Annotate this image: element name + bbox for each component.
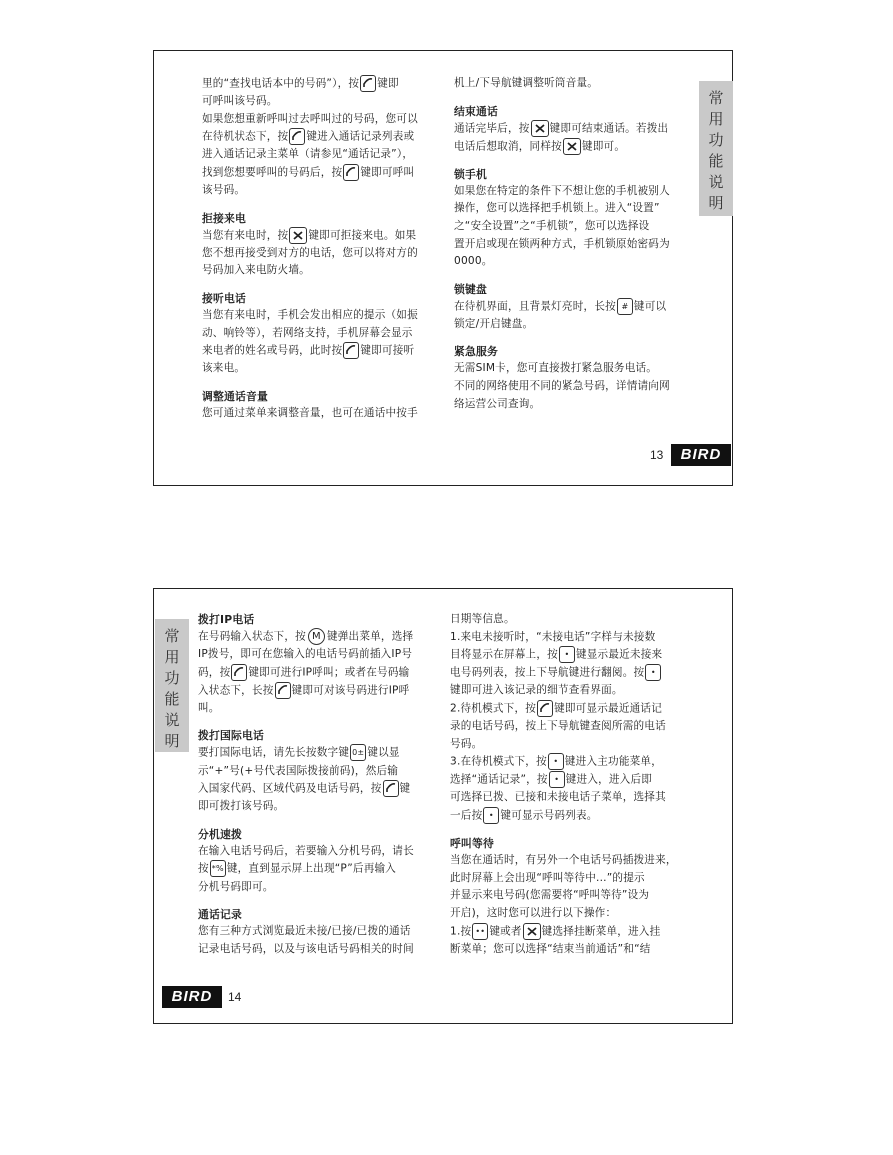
section-heading-emergency: 紧急服务 bbox=[454, 345, 498, 359]
manual-page-13 bbox=[153, 50, 733, 486]
call-key-icon bbox=[275, 682, 291, 699]
chapter-tab: 常 用 功 能 说 明 bbox=[155, 619, 189, 752]
end-key-icon bbox=[289, 227, 307, 244]
right-column: 日期等信息。 1.来电未接听时，“未接电话”字样与未接数 目将显示在屏幕上，按 • 键显示最近未接来 电号码列表，按上下导航键进行翻阅。按 • 键即可进入该记录的细节查看界面。 2.待机模式下，按 键即可显示最近通话记 录的电话号码，按上下导航键查阅所需的电话 号码。 3.在待机模式下，按 • 键进入主功能菜单， 选择“通话记录”，按 • 键进入，进入后即 可选择已拨、已接和未接电话子菜单，选择其 一后按 • 键可显示号码列表。 呼叫等待 当您在通话时，有另外一个电话号码插拨进来， 此时屏幕上会出现“呼叫等待中...”的提示 并显示来电号码(您需要将“呼叫等待”设为 开启)，这时您可以进行以下操作： 1.按 •• 键或者 键选择挂断菜单，进入挂 断菜单；您可以选择“结束当前通话”和“结 bbox=[450, 611, 690, 958]
section-heading-adjust-volume: 调整通话音量 bbox=[202, 389, 268, 403]
page-number: 13 bbox=[650, 448, 664, 462]
call-key-icon bbox=[343, 164, 359, 181]
end-key-icon bbox=[523, 923, 541, 940]
bird-logo: BIRD bbox=[162, 986, 222, 1008]
left-column: 里的“查找电话本中的号码”），按 键即 可呼叫该号码。 如果您想重新呼叫过去呼叫过的号码，您可以 在待机状态下，按 键进入通话记录列表或 进入通话记录主菜单（请参见“通话记录”）， 找到您想要呼叫的号码后，按 键即可呼叫 该号码。 拒接来电 当您有来电时，按 键即可拒接来电。如果 您不想再接受到对方的电话，您可以将对方的 号码加入来电防火墙。 接听电话 当您有来电时，手机会发出相应的提示（如振 动、响铃等），若网络支持，手机屏幕会显示 来电者的姓名或号码，此时按 键即可接听 该来电。 调整通话音量 您可通过菜单来调整音量，也可在通话中按手 bbox=[202, 75, 440, 422]
section-heading-lock-keypad: 锁键盘 bbox=[454, 282, 487, 296]
chapter-tab: 常 用 功 能 说 明 bbox=[699, 81, 733, 216]
section-heading-lock-phone: 锁手机 bbox=[454, 167, 487, 181]
star-key-icon: *% bbox=[210, 860, 226, 877]
call-key-icon bbox=[383, 780, 399, 797]
left-column: 拨打IP电话 在号码输入状态下，按 M 键弹出菜单，选择 IP拨号，即可在您输入的电话号码前插入IP号 码，按 键即可进行IP呼叫；或者在号码输 入状态下，长按 键即可对该号码进行IP呼 叫。 拨打国际电话 要打国际电话，请先长按数字键 0± 键以显 示“+”号(+号代表国际拨接前码)，然后输 入国家代码、区域代码及电话号码，按 键 即可拨打该号码。 分机速拨 在输入电话号码后，若要输入分机号码，请长 按 *% 键，直到显示屏上出现“P”后再输入 分机号码即可。 通话记录 您有三种方式浏览最近未接/已接/已拨的通话 记录电话号码，以及与该电话号码相关的时间 bbox=[198, 611, 438, 958]
right-column: 机上/下导航键调整听筒音量。 结束通话 通话完毕后，按 键即可结束通话。若拨出 电话后想取消，同样按 键即可。 锁手机 如果您在特定的条件下不想让您的手机被别人 操作，您可以选择把手机锁上。进入“设置” 之“安全设置”之“手机锁”，您可以选择设 置开启或现在锁两种方式，手机锁原始密码为 0000。 锁键盘 在待机界面，且背景灯亮时，长按 # 键可以 锁定/开启键盘。 紧急服务 无需SIM卡，您可直接拨打紧急服务电话。 不同的网络使用不同的紧急号码，详情请向网 络运营公司查询。 bbox=[454, 75, 692, 413]
section-heading-international-call: 拨打国际电话 bbox=[198, 729, 264, 743]
manual-page-14 bbox=[153, 588, 733, 1024]
zero-key-icon: 0± bbox=[350, 744, 366, 761]
section-heading-reject-call: 拒接来电 bbox=[202, 211, 246, 225]
ok-key-icon: • bbox=[645, 664, 661, 681]
end-key-icon bbox=[563, 138, 581, 155]
section-heading-extension-dial: 分机速拨 bbox=[198, 827, 242, 841]
ok-key-icon: • bbox=[549, 771, 565, 788]
end-key-icon bbox=[531, 120, 549, 137]
section-heading-call-waiting: 呼叫等待 bbox=[450, 837, 494, 851]
ok-key-icon: • bbox=[548, 753, 564, 770]
call-key-icon bbox=[537, 700, 553, 717]
section-heading-ip-call: 拨打IP电话 bbox=[198, 613, 255, 626]
section-heading-call-log: 通话记录 bbox=[198, 908, 242, 922]
call-key-icon bbox=[360, 75, 376, 92]
hash-key-icon: # bbox=[617, 298, 633, 315]
page-number: 14 bbox=[228, 990, 242, 1004]
call-key-icon bbox=[343, 342, 359, 359]
ok-key-icon: • bbox=[483, 807, 499, 824]
m-key-icon: M bbox=[308, 628, 325, 645]
bird-logo: BIRD bbox=[671, 444, 731, 466]
section-heading-end-call: 结束通话 bbox=[454, 104, 498, 118]
call-key-icon bbox=[231, 664, 247, 681]
call-key-icon bbox=[289, 128, 305, 145]
section-heading-answer-call: 接听电话 bbox=[202, 291, 246, 305]
softkey-icon: •• bbox=[472, 923, 488, 940]
ok-key-icon: • bbox=[559, 646, 575, 663]
